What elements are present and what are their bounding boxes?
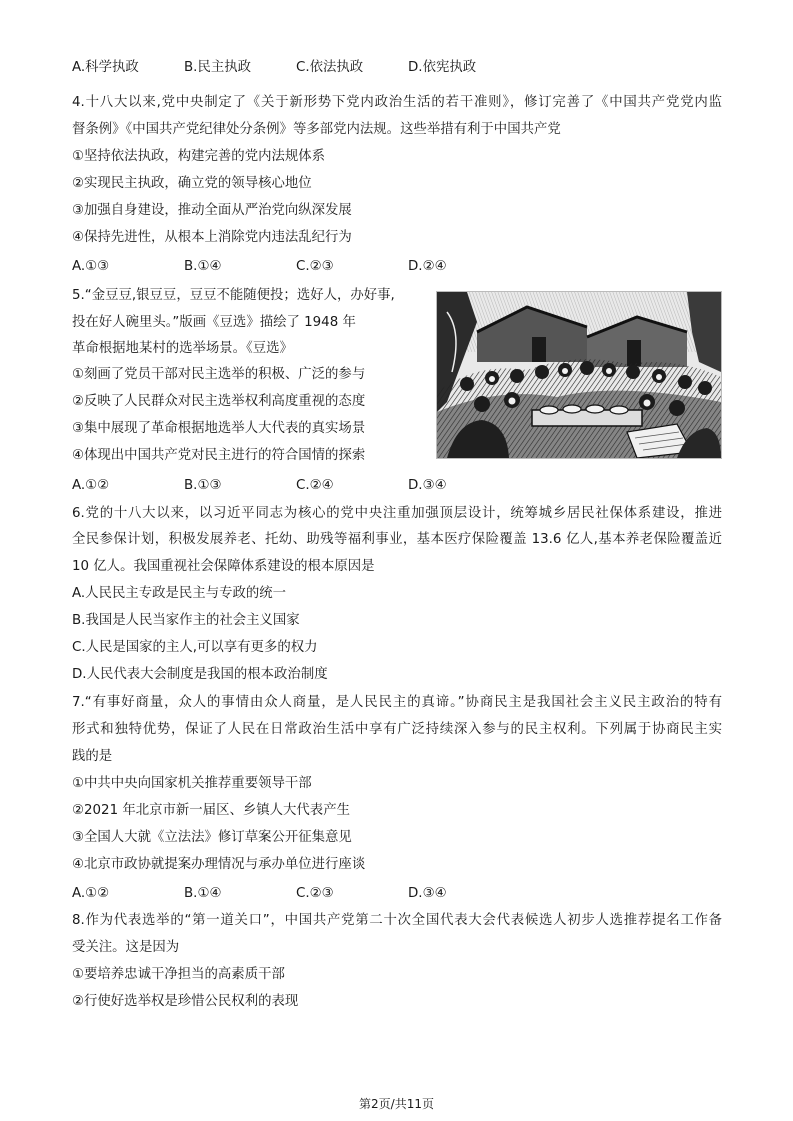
q4-option-c: C.②③: [296, 259, 334, 274]
q3-option-a: A.科学执政: [72, 60, 139, 75]
q5-stem-line-3: 革命根据地某村的选举场景。《豆选》: [72, 341, 293, 356]
q4-stem-line-2: 督条例》《中国共产党纪律处分条例》等多部党内法规。这些举措有利于中国共产党: [72, 122, 561, 137]
q4-item-1: ①坚持依法执政，构建完善的党内法规体系: [72, 149, 326, 164]
q4-stem-line-1: 4.十八大以来,党中央制定了《关于新形势下党内政治生活的若干准则》，修订完善了《中国共产党党内监: [72, 95, 722, 110]
q4-item-4: ④保持先进性，从根本上消除党内违法乱纪行为: [72, 230, 352, 245]
q5-option-c: C.②④: [296, 478, 334, 493]
q6-option-d: D.人民代表大会制度是我国的根本政治制度: [72, 667, 328, 682]
q7-option-b: B.①④: [184, 886, 222, 901]
q5-item-3: ③集中展现了革命根据地选举人大代表的真实场景: [72, 421, 366, 436]
q7-option-d: D.③④: [408, 886, 447, 901]
q6-stem-line-3: 10 亿人。我国重视社会保障体系建设的根本原因是: [72, 559, 375, 574]
q7-options: [72, 885, 722, 903]
q7-item-2: ②2021 年北京市新一届区、乡镇人大代表产生: [72, 803, 350, 818]
q7-option-c: C.②③: [296, 886, 334, 901]
q7-stem-line-2: 形式和独特优势，保证了人民在日常政治生活中享有广泛持续深入参与的民主权利。下列属于协商民主实: [72, 722, 722, 737]
q8-item-2: ②行使好选举权是珍惜公民权利的表现: [72, 994, 299, 1009]
q3-options: [72, 59, 722, 77]
q7-item-3: ③全国人大就《立法法》修订草案公开征集意见: [72, 830, 352, 845]
q5-item-4: ④体现出中国共产党对民主进行的符合国情的探索: [72, 448, 366, 463]
q5-option-b: B.①③: [184, 478, 222, 493]
q7-option-a: A.①②: [72, 886, 110, 901]
q8-stem-line-1: 8.作为代表选举的“第一道关口”，中国共产党第二十次全国代表大会代表候选人初步人选推荐提名工作备: [72, 913, 722, 928]
q7-item-1: ①中共中央向国家机关推荐重要领导干部: [72, 776, 312, 791]
q3-option-c: C.依法执政: [296, 60, 364, 75]
page-number-footer: 第2页/共11页: [359, 1097, 434, 1111]
q4-option-b: B.①④: [184, 259, 222, 274]
q7-stem-line-1: 7.“有事好商量，众人的事情由众人商量，是人民民主的真谛。”协商民主是我国社会主义民主政治的特有: [72, 695, 722, 710]
q8-stem-line-2: 受关注。这是因为: [72, 940, 180, 955]
q7-item-4: ④北京市政协就提案办理情况与承办单位进行座谈: [72, 857, 366, 872]
q3-option-d: D.依宪执政: [408, 60, 477, 75]
q5-option-d: D.③④: [408, 478, 447, 493]
q7-stem-line-3: 践的是: [72, 749, 113, 764]
q6-stem-line-2: 全民参保计划，积极发展养老、托幼、助残等福利事业，基本医疗保险覆盖 13.6 亿人,基本养老保险覆盖近: [72, 532, 722, 547]
q5-option-a: A.①②: [72, 478, 110, 493]
q4-item-3: ③加强自身建设，推动全面从严治党向纵深发展: [72, 203, 352, 218]
q4-options: [72, 258, 722, 276]
q4-item-2: ②实现民主执政，确立党的领导核心地位: [72, 176, 312, 191]
q6-option-a: A.人民民主专政是民主与专政的统一: [72, 586, 287, 601]
q5-stem-line-1: 5.“金豆豆,银豆豆，豆豆不能随便投；选好人，办好事,: [72, 288, 395, 303]
q6-stem-line-1: 6.党的十八大以来，以习近平同志为核心的党中央注重加强顶层设计，统筹城乡居民社保体系建设，推进: [72, 506, 722, 521]
q4-option-d: D.②④: [408, 259, 447, 274]
q5-stem-line-2: 投在好人碗里头。”版画《豆选》描绘了 1948 年: [72, 315, 356, 330]
q4-option-a: A.①③: [72, 259, 110, 274]
q5-options: [72, 477, 722, 495]
q5-item-1: ①刻画了党员干部对民主选举的积极、广泛的参与: [72, 367, 366, 382]
q5-item-2: ②反映了人民群众对民主选举权利高度重视的态度: [72, 394, 366, 409]
q6-option-b: B.我国是人民当家作主的社会主义国家: [72, 613, 300, 628]
douxuan-woodcut-image: [436, 291, 722, 459]
q3-option-b: B.民主执政: [184, 60, 252, 75]
q6-option-c: C.人民是国家的主人,可以享有更多的权力: [72, 640, 318, 655]
q8-item-1: ①要培养忠诚干净担当的高素质干部: [72, 967, 285, 982]
